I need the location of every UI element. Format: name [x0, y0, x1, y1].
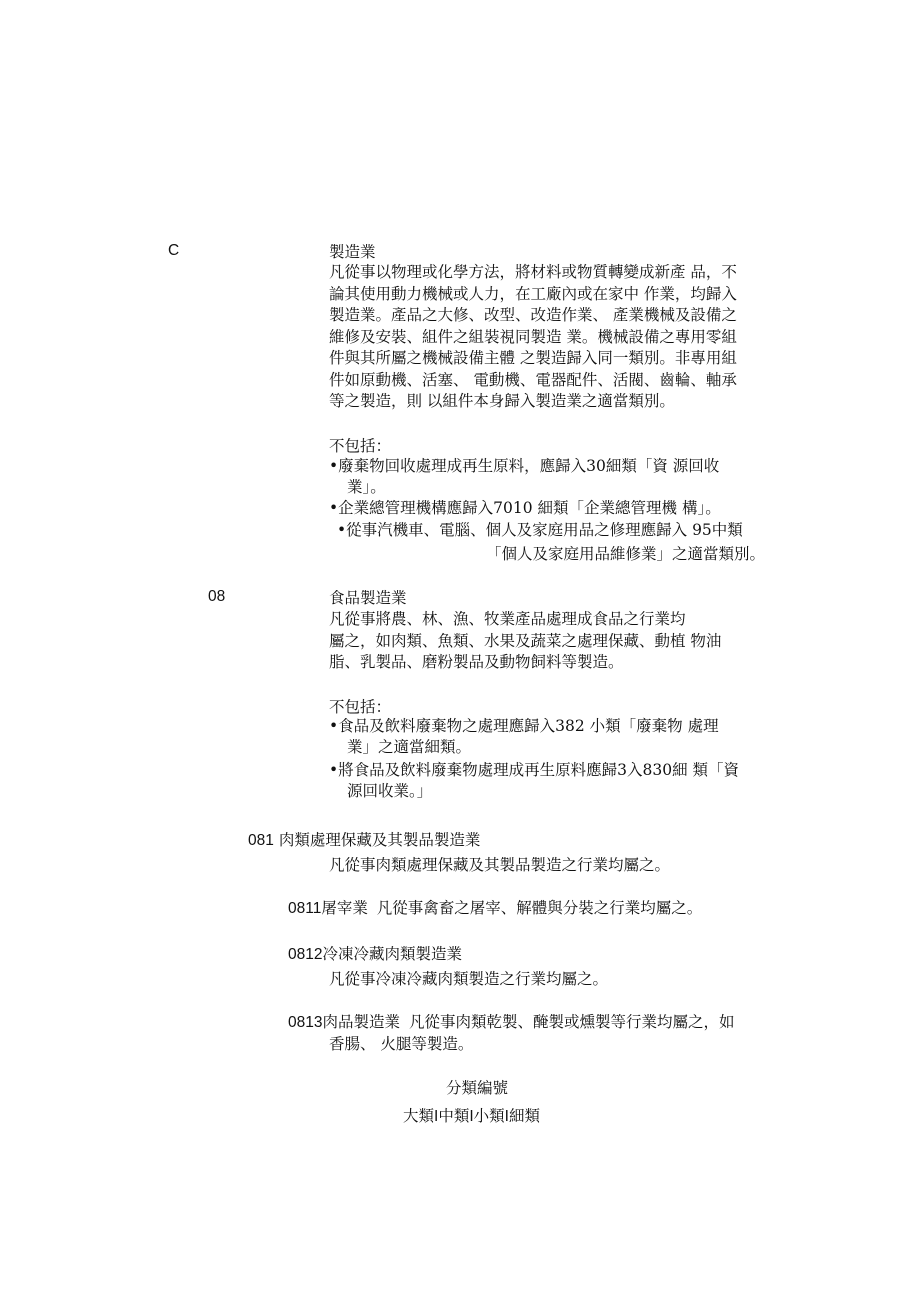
text-line: 「個人及家庭用品維修業」之適當類別。: [486, 545, 766, 563]
section-0811-title: 屠宰業: [321, 899, 368, 917]
section-081-code: 081: [248, 832, 274, 849]
text-line: •企業總管理機構應歸入7010 細類「企業總管理機 構」。: [329, 499, 721, 517]
section-0811-description: 凡從事禽畜之屠宰、解體與分裝之行業均屬之。: [376, 899, 703, 917]
text-line: 業」。: [347, 478, 386, 496]
text-line: •將食品及飲料廢棄物處理成再生原料應歸3入830細 類「資: [329, 761, 740, 779]
section-c-exclusion-item: [329, 456, 719, 498]
section-c-excludes-label: 不包括：: [329, 437, 392, 455]
section-0812-code: 0812: [288, 946, 323, 963]
level-separator: I: [434, 1108, 439, 1125]
text-line: 源回收業。」: [347, 782, 433, 800]
text-line: 件與其所屬之機械設備主體 之製造歸入同一類別。非專用組: [329, 349, 737, 367]
section-c-exclusion-item: [329, 498, 721, 519]
level-group: 小類: [473, 1107, 505, 1125]
section-0813-title: 肉品製造業: [322, 1013, 400, 1031]
text-line: •食品及飲料廢棄物之處理應歸入382 小類「廢棄物 處理: [329, 717, 719, 735]
section-08-exclusion-item: [329, 760, 739, 802]
text-line: 脂、乳製品、磨粉製品及動物飼料等製造。: [329, 653, 624, 671]
level-division: 中類: [438, 1107, 470, 1125]
text-line: 凡從事將農、林、漁、牧業產品處理成食品之行業均: [329, 610, 686, 628]
section-c-description: [329, 262, 737, 413]
section-08-exclusion-item: [329, 716, 719, 758]
text-line: 維修及安裝、組件之組裝視同製造 業。機械設備之專用零組: [329, 327, 737, 346]
section-081-heading: [248, 828, 480, 850]
section-081-title: 肉類處理保藏及其製品製造業: [278, 831, 481, 849]
text-line: 等之製造，則 以組件本身歸入製造業之適當類別。: [329, 392, 675, 410]
section-0813-code: 0813: [288, 1014, 323, 1031]
section-08-code: 08: [208, 588, 226, 605]
section-0811-entry: [288, 896, 702, 918]
text-line: 業」之適當細類。: [347, 738, 472, 756]
section-0811-code: 0811: [288, 900, 322, 917]
section-0813-entry: [288, 1010, 734, 1032]
section-c-code: C: [168, 242, 180, 259]
level-major: 大類: [403, 1107, 435, 1125]
section-0813-description-cont: 香腸、 火腿等製造。: [329, 1035, 474, 1053]
text-line: •廢棄物回收處理成再生原料，應歸入30細類「資 源回收: [329, 457, 720, 475]
section-0813-description: 凡從事肉類乾製、醃製或燻製等行業均屬之，如: [408, 1013, 735, 1031]
classification-levels: [403, 1104, 540, 1126]
level-class: 細類: [508, 1107, 540, 1125]
text-line: 屬之，如肉類、魚類、水果及蔬菜之處理保藏、動植 物油: [329, 631, 722, 650]
section-08-excludes-label: 不包括：: [329, 698, 392, 716]
level-separator: I: [504, 1108, 509, 1125]
section-c-exclusion-item: [337, 520, 743, 541]
section-c-title: 製造業: [329, 243, 376, 261]
section-0812-description: 凡從事冷凍冷藏肉類製造之行業均屬之。: [329, 970, 609, 988]
section-081-description: 凡從事肉類處理保藏及其製品製造之行業均屬之。: [329, 856, 671, 874]
text-line: 製造業。產品之大修、改型、改造作業、 產業機械及設備之: [329, 306, 737, 324]
text-line: 論其使用動力機械或人力，在工廠內或在家中 作業，均歸入: [329, 284, 737, 303]
text-line: 件如原動機、活塞、 電動機、電器配件、活閥、齒輪、軸承: [329, 370, 737, 389]
section-0812-title: 冷凍冷藏肉類製造業: [322, 945, 462, 963]
section-08-description: [329, 609, 721, 674]
section-08-title: 食品製造業: [329, 589, 407, 607]
level-separator: I: [469, 1108, 474, 1125]
classification-label: 分類編號: [446, 1079, 509, 1097]
section-0812-heading: [288, 942, 462, 964]
text-line: •從事汽機車、電腦、個人及家庭用品之修理應歸入 95中類: [337, 521, 743, 539]
text-line: 凡從事以物理或化學方法，將材料或物質轉變成新產 品，不: [329, 263, 737, 281]
